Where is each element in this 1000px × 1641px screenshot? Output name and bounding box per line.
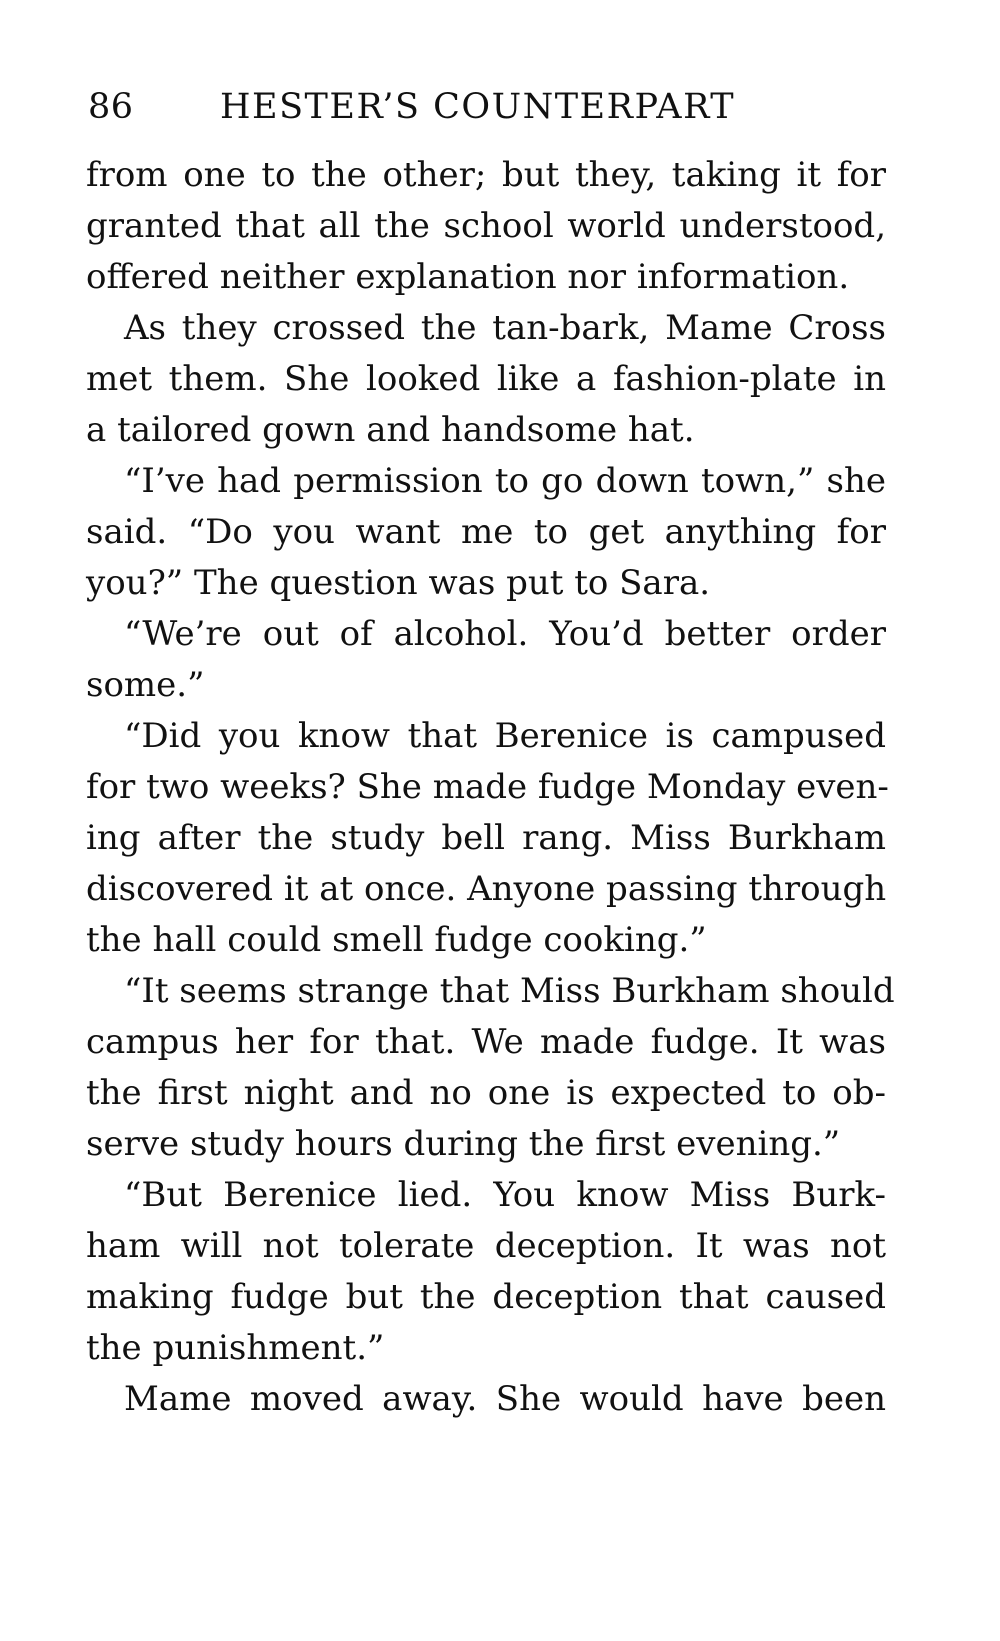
text-line: the hall could smell fudge cooking.” — [86, 920, 707, 960]
text-line: “But Berenice lied. You know Miss Burk- — [124, 1175, 886, 1215]
text-line: As they crossed the tan-bark, Mame Cross — [124, 308, 886, 348]
text-line: “We’re out of alcohol. You’d better order — [124, 614, 886, 654]
running-title: HESTER’S COUNTERPART — [220, 87, 736, 127]
text-line: ing after the study bell rang. Miss Burkham — [86, 818, 886, 858]
text-line: the first night and no one is expected to ob- — [86, 1073, 886, 1113]
text-line: said. “Do you want me to get anything for — [86, 512, 886, 552]
text-line: “Did you know that Berenice is campused — [124, 716, 886, 756]
text-line: campus her for that. We made fudge. It was — [86, 1022, 886, 1062]
text-line: you?” The question was put to Sara. — [86, 563, 711, 603]
text-line: a tailored gown and handsome hat. — [86, 410, 695, 450]
text-line: met them. She looked like a fashion-plate in — [86, 359, 886, 399]
text-line: the punishment.” — [86, 1328, 385, 1368]
text-line: from one to the other; but they, taking it for — [86, 155, 886, 195]
text-line: “It seems strange that Miss Burkham should — [124, 971, 895, 1011]
text-line: for two weeks? She made fudge Monday even- — [86, 767, 889, 807]
text-line: some.” — [86, 665, 205, 705]
text-line: granted that all the school world understood, — [86, 206, 886, 246]
text-line: offered neither explanation nor information. — [86, 257, 850, 297]
page-number: 86 — [88, 87, 134, 127]
text-line: “I’ve had permission to go down town,” she — [124, 461, 886, 501]
body-text — [86, 150, 895, 1425]
page-header — [86, 82, 886, 132]
text-line: serve study hours during the first evening.” — [86, 1124, 841, 1164]
text-line: Mame moved away. She would have been — [124, 1379, 886, 1419]
text-line: discovered it at once. Anyone passing through — [86, 869, 887, 909]
text-line: ham will not tolerate deception. It was not — [86, 1226, 886, 1266]
text-line: making fudge but the deception that caused — [86, 1277, 886, 1317]
